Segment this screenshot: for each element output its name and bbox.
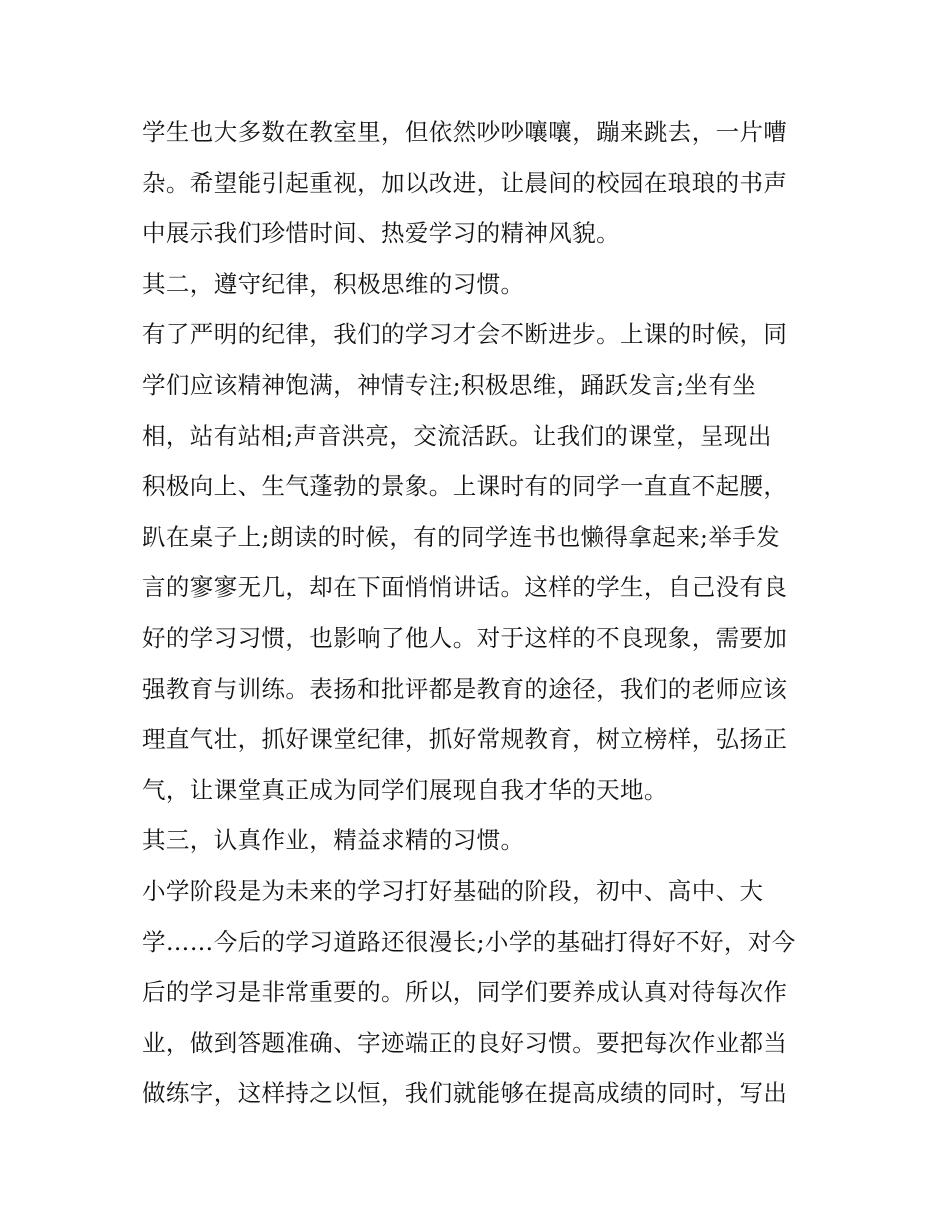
section-heading: 其三，认真作业，精益求精的习惯。 <box>142 826 525 855</box>
text-line: 有了严明的纪律，我们的学习才会不断进步。上课的时候，同 <box>142 320 788 349</box>
text-line: 趴在桌子上;朗读的时候，有的同学连书也懒得拿起来;举手发 <box>142 522 781 551</box>
text-line: 学生也大多数在教室里，但依然吵吵嚷嚷，蹦来跳去，一片嘈 <box>142 118 788 146</box>
text-line: 相，站有站相;声音洪亮，交流活跃。让我们的课堂，呈现出 <box>142 421 772 450</box>
text-line: 中展示我们珍惜时间、热爱学习的精神风貌。 <box>142 219 620 248</box>
text-line: 学们应该精神饱满，神情专注;积极思维，踊跃发言;坐有坐 <box>142 370 757 399</box>
text-line: 理直气壮，抓好课堂纪律，抓好常规教育，树立榜样，弘扬正 <box>142 725 788 754</box>
body-text <box>142 107 822 1119</box>
text-line: 学……今后的学习道路还很漫长;小学的基础打得好不好，对今 <box>142 927 796 956</box>
section-heading: 其二，遵守纪律，积极思维的习惯。 <box>142 269 525 298</box>
text-line: 强教育与训练。表扬和批评都是教育的途径，我们的老师应该 <box>142 674 788 703</box>
text-line: 言的寥寥无几，却在下面悄悄讲话。这样的学生，自己没有良 <box>142 573 788 602</box>
text-line: 小学阶段是为未来的学习打好基础的阶段，初中、高中、大 <box>142 876 764 905</box>
text-line: 业，做到答题准确、字迹端正的良好习惯。要把每次作业都当 <box>142 1028 788 1057</box>
text-line: 杂。希望能引起重视，加以改进，让晨间的校园在琅琅的书声 <box>142 168 788 197</box>
text-line: 后的学习是非常重要的。所以，同学们要养成认真对待每次作 <box>142 978 788 1007</box>
text-line: 做练字，这样持之以恒，我们就能够在提高成绩的同时，写出 <box>142 1079 788 1108</box>
text-line: 积极向上、生气蓬勃的景象。上课时有的同学一直直不起腰， <box>142 472 788 501</box>
text-line: 气，让课堂真正成为同学们展现自我才华的天地。 <box>142 775 668 804</box>
text-line: 好的学习习惯，也影响了他人。对于这样的不良现象，需要加 <box>142 623 788 652</box>
